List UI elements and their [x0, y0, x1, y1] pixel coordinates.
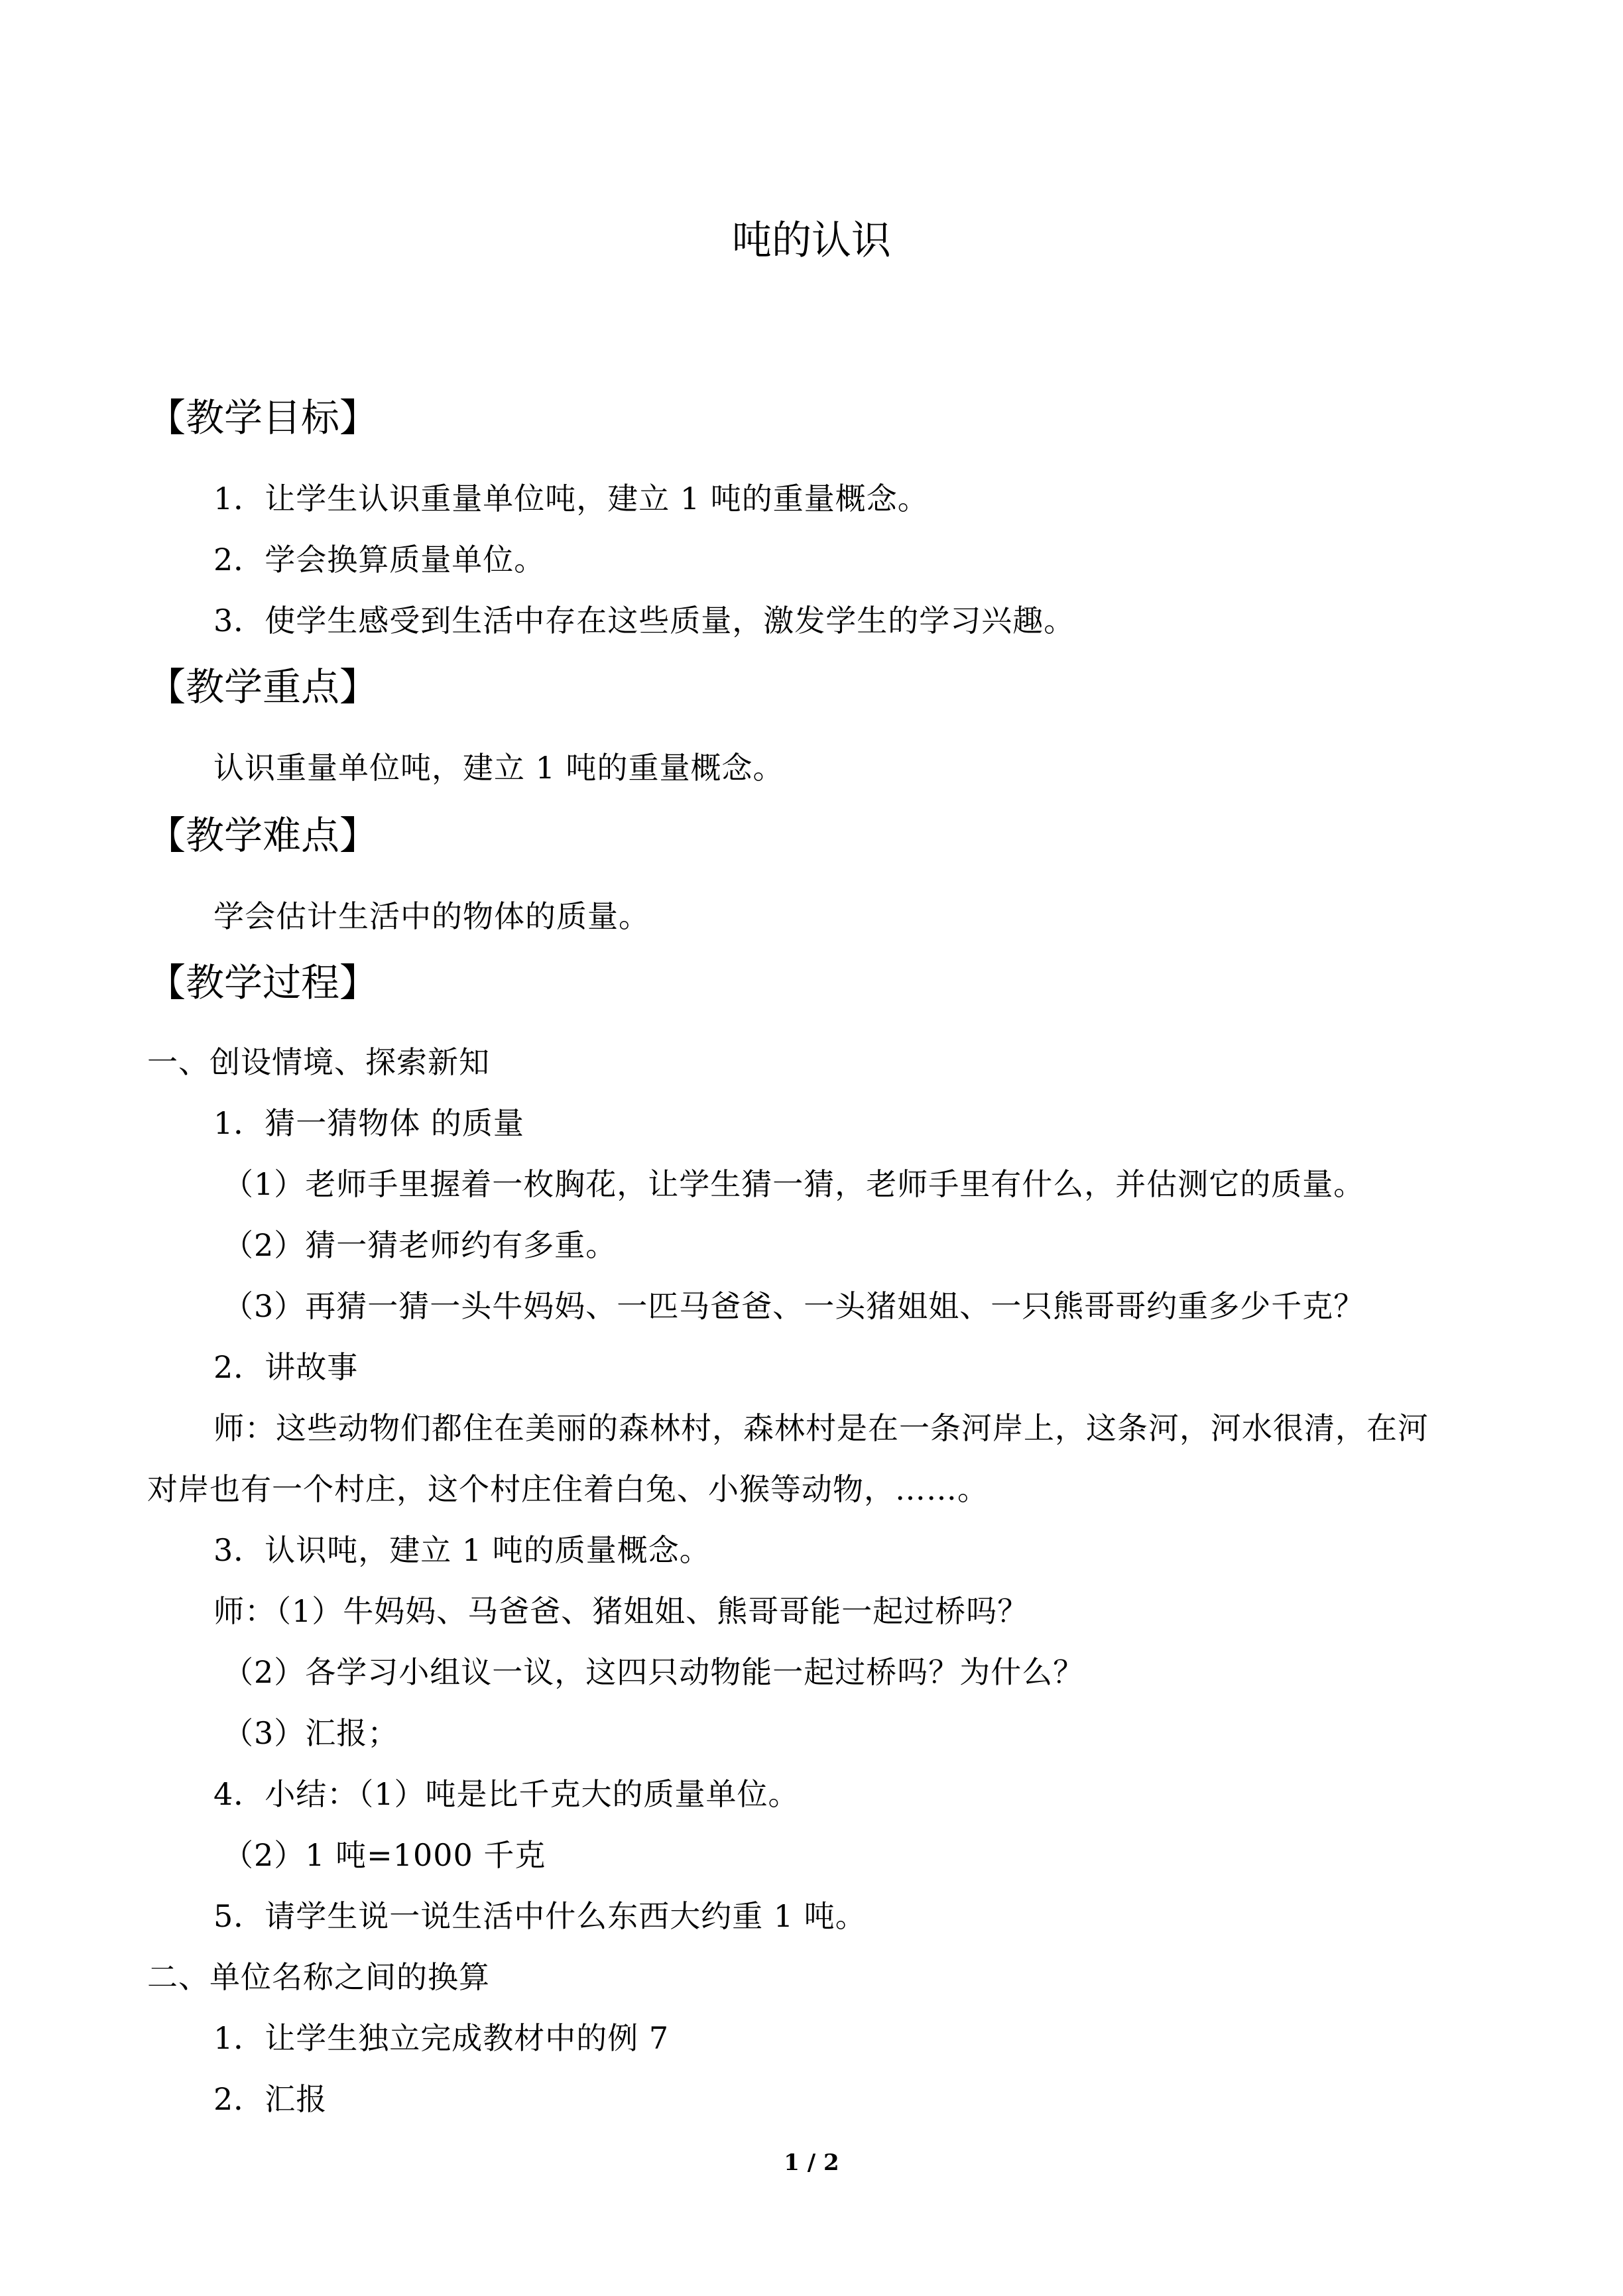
process-line: （3）再猜一猜一头牛妈妈、一匹马爸爸、一头猪姐姐、一只熊哥哥约重多少千克？ [223, 1288, 1365, 1324]
process-section-1-heading: 一、创设情境、探索新知 [147, 1044, 490, 1080]
page-number: 1 / 2 [784, 2149, 839, 2176]
process-section-2-heading: 二、单位名称之间的换算 [147, 1959, 490, 1995]
process-line: 师：（1）牛妈妈、马爸爸、猪姐姐、熊哥哥能一起过桥吗？ [213, 1593, 1029, 1629]
key-points-text: 认识重量单位吨，建立 1 吨的重量概念。 [213, 750, 784, 786]
process-line: 4．小结：（1）吨是比千克大的质量单位。 [213, 1776, 800, 1812]
process-line: 1．让学生独立完成教材中的例 7 [213, 2020, 670, 2056]
process-line: （2）1 吨=1000 千克 [223, 1837, 546, 1873]
heading-objectives: 【教学目标】 [147, 395, 379, 440]
process-line: （2）各学习小组议一议，这四只动物能一起过桥吗？为什么？ [223, 1654, 1085, 1690]
objective-item-1: 1．让学生认识重量单位吨，建立 1 吨的重量概念。 [213, 481, 929, 516]
process-line: （1）老师手里握着一枚胸花，让学生猜一猜，老师手里有什么，并估测它的质量。 [223, 1166, 1365, 1202]
process-line: 2．讲故事 [213, 1349, 359, 1385]
process-line: 5．请学生说一说生活中什么东西大约重 1 吨。 [213, 1898, 867, 1934]
process-line: 对岸也有一个村庄，这个村庄住着白兔、小猴等动物，……。 [147, 1471, 989, 1507]
process-line: 师：这些动物们都住在美丽的森林村，森林村是在一条河岸上，这条河，河水很清，在河 [213, 1410, 1429, 1446]
heading-process: 【教学过程】 [147, 960, 379, 1005]
process-line: 2．汇报 [213, 2081, 328, 2117]
difficulties-text: 学会估计生活中的物体的质量。 [213, 898, 650, 934]
process-line: （2）猜一猜老师约有多重。 [223, 1227, 617, 1263]
objective-item-3: 3．使学生感受到生活中存在这些质量，激发学生的学习兴趣。 [213, 603, 1075, 638]
heading-key-points: 【教学重点】 [147, 664, 379, 709]
process-line: 3．认识吨，建立 1 吨的质量概念。 [213, 1532, 711, 1568]
process-line: 1．猜一猜物体 的质量 [213, 1105, 524, 1141]
document-title: 吨的认识 [732, 217, 891, 264]
process-line: （3）汇报； [223, 1715, 399, 1751]
heading-difficulties: 【教学难点】 [147, 813, 379, 858]
objective-item-2: 2．学会换算质量单位。 [213, 542, 546, 577]
